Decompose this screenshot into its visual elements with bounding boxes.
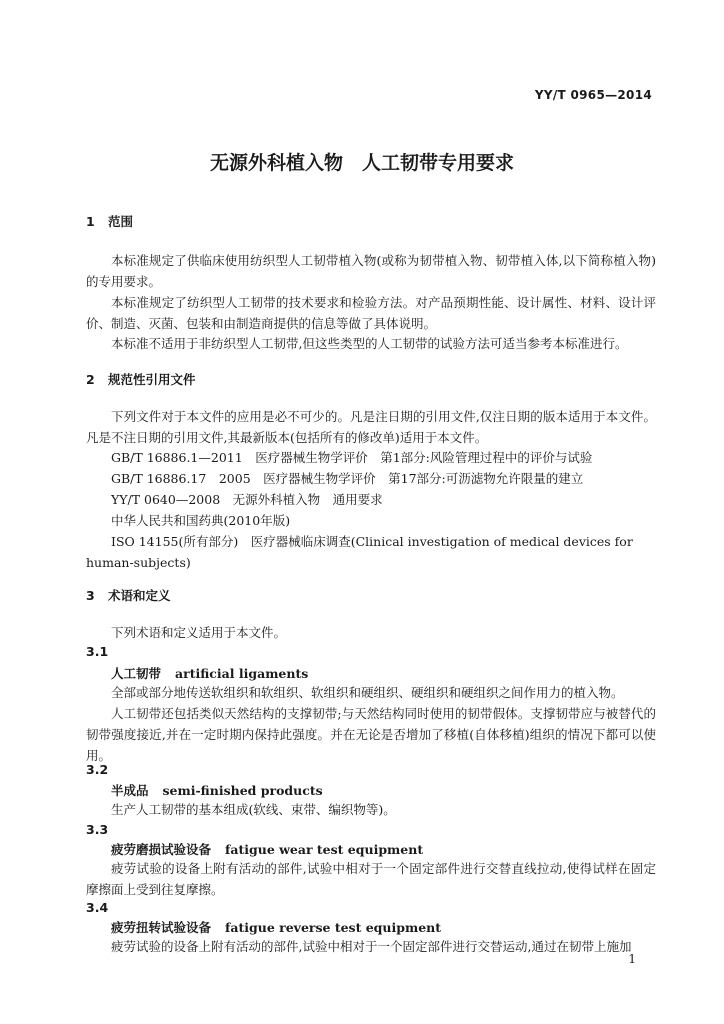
term-definition: 人工韧带还包括类似天然结构的支撑韧带;与天然结构同时使用的韧带假体。支撑韧带应与被替代的韧带强度接近,并在一定时期内保持此强度。并在无论是否增加了移植(自体移植)组织的情况下都可以使用。 — [86, 706, 656, 763]
section-title: 术语和定义 — [108, 588, 171, 603]
term-name-en: semi-finished products — [162, 783, 323, 798]
term-definition: 生产人工韧带的基本组成(软线、束带、编织物等)。 — [111, 802, 396, 817]
standard-number: YY/T 0965—2014 — [534, 88, 652, 102]
section-number: 2 — [86, 372, 95, 387]
term-number: 3.2 — [86, 762, 109, 777]
term-name-en: artificial ligaments — [175, 666, 309, 681]
term-name-zh: 疲劳扭转试验设备 — [111, 920, 212, 935]
term-name — [111, 664, 308, 682]
section-1-paragraph: 本标准不适用于非纺织型人工韧带,但这些类型的人工韧带的试验方法可适当参考本标准进行。 — [111, 336, 628, 351]
term-name — [111, 918, 441, 936]
reference-item: YY/T 0640—2008 无源外科植入物 通用要求 — [111, 492, 383, 507]
document-title: 无源外科植入物 人工韧带专用要求 — [209, 152, 514, 174]
term-name-zh: 半成品 — [111, 783, 149, 798]
term-name — [111, 781, 323, 799]
term-name — [111, 840, 423, 858]
term-name-en: fatigue wear test equipment — [225, 842, 424, 857]
term-number: 3.3 — [86, 822, 109, 837]
section-1-paragraph: 本标准规定了供临床使用纺织型人工韧带植入物(或称为韧带植入物、韧带植入体,以下简称植入物)的专用要求。 — [86, 253, 656, 289]
section-title: 范围 — [108, 214, 134, 229]
section-number: 3 — [86, 588, 95, 603]
section-number: 1 — [86, 214, 95, 229]
term-number: 3.1 — [86, 644, 109, 659]
term-number: 3.4 — [86, 900, 109, 915]
term-definition: 全部或部分地传送软组织和软组织、软组织和硬组织、硬组织和硬组织之间作用力的植入物。 — [111, 685, 624, 700]
term-definition: 疲劳试验的设备上附有活动的部件,试验中相对于一个固定部件进行交替直线拉动,使得试样在固定摩擦面上受到往复摩擦。 — [86, 861, 656, 897]
page-number: 1 — [628, 952, 636, 966]
section-3-intro: 下列术语和定义适用于本文件。 — [111, 625, 287, 640]
term-definition: 疲劳试验的设备上附有活动的部件,试验中相对于一个固定部件进行交替运动,通过在韧带上施加 — [111, 939, 632, 954]
section-1-paragraph: 本标准规定了纺织型人工韧带的技术要求和检验方法。对产品预期性能、设计属性、材料、设计评价、制造、灭菌、包装和由制造商提供的信息等做了具体说明。 — [86, 295, 656, 331]
reference-item: 中华人民共和国药典(2010年版) — [111, 513, 291, 528]
section-3-heading — [86, 586, 171, 604]
section-1-heading — [86, 212, 133, 230]
term-name-zh: 疲劳磨损试验设备 — [111, 842, 212, 857]
section-title: 规范性引用文件 — [108, 372, 196, 387]
reference-item: GB/T 16886.17 2005 医疗器械生物学评价 第17部分:可沥滤物允许限量的建立 — [111, 471, 584, 486]
reference-item: GB/T 16886.1—2011 医疗器械生物学评价 第1部分:风险管理过程中的评价与试验 — [111, 450, 593, 465]
section-2-heading — [86, 370, 196, 388]
term-name-zh: 人工韧带 — [111, 666, 162, 681]
section-2-intro: 下列文件对于本文件的应用是必不可少的。凡是注日期的引用文件,仅注日期的版本适用于本文件。凡是不注日期的引用文件,其最新版本(包括所有的修改单)适用于本文件。 — [86, 409, 656, 445]
term-name-en: fatigue reverse test equipment — [225, 920, 442, 935]
reference-item: ISO 14155(所有部分) 医疗器械临床调查(Clinical investigation of medical devices for human-subjects) — [86, 534, 633, 570]
